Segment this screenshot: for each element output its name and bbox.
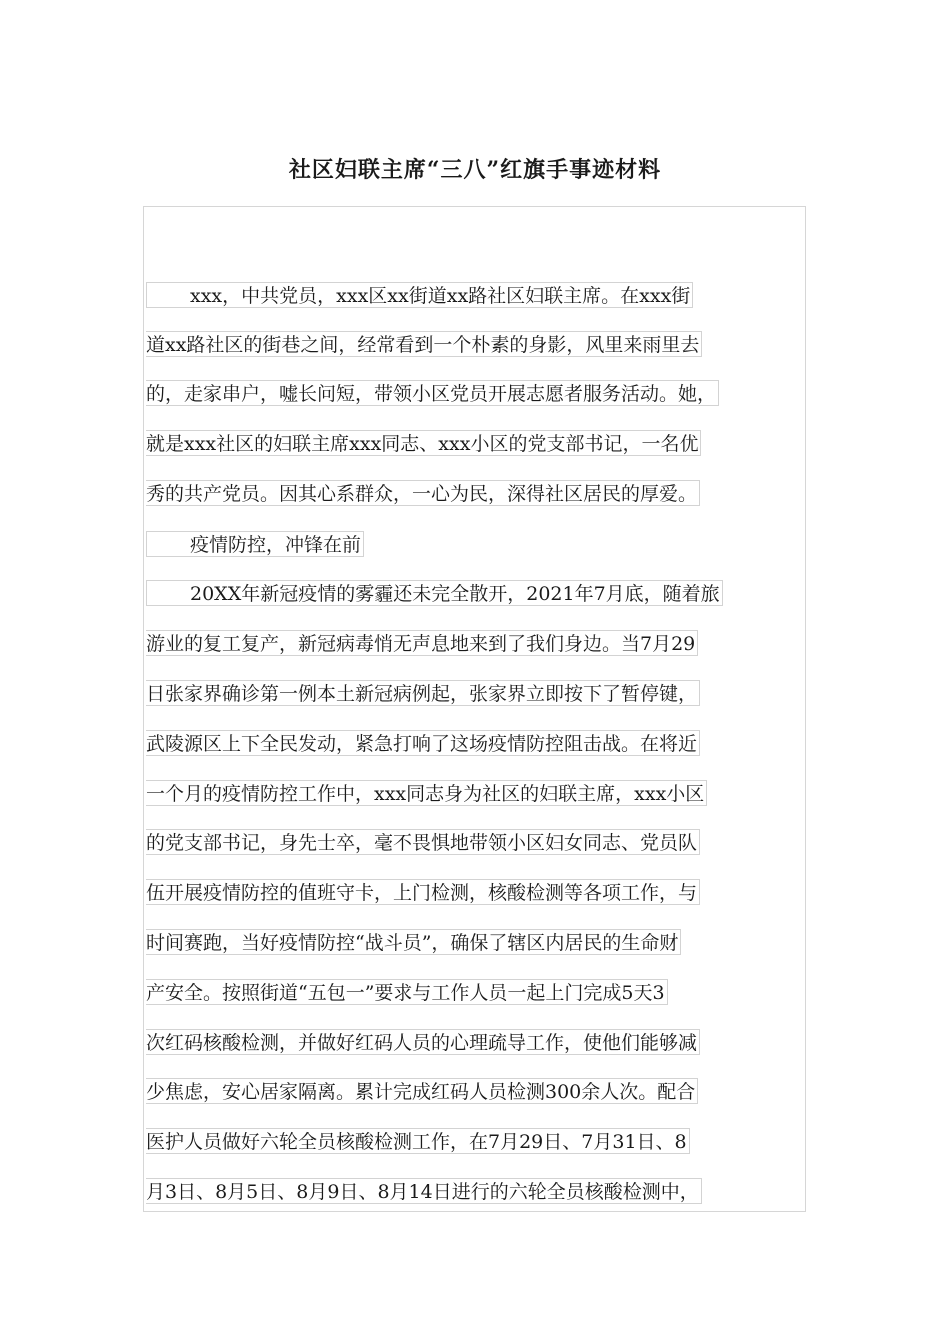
text-line: 游业的复工复产，新冠病毒悄无声息地来到了我们身边。当7月29: [146, 630, 698, 656]
text-line: 武陵源区上下全民发动，紧急打响了这场疫情防控阻击战。在将近: [146, 730, 700, 756]
document-title: 社区妇联主席“三八”红旗手事迹材料: [288, 157, 662, 183]
text-line: 少焦虑，安心居家隔离。累计完成红码人员检测300余人次。配合: [146, 1078, 698, 1104]
section-heading: 疫情防控，冲锋在前: [146, 531, 364, 557]
text-line: 医护人员做好六轮全员核酸检测工作，在7月29日、7月31日、8: [146, 1128, 690, 1154]
text-line: 就是xxx社区的妇联主席xxx同志、xxx小区的党支部书记，一名优: [146, 430, 701, 456]
text-line: 时间赛跑，当好疫情防控“战斗员”，确保了辖区内居民的生命财: [146, 929, 681, 955]
text-line: 次红码核酸检测，并做好红码人员的心理疏导工作，使他们能够减: [146, 1029, 700, 1055]
text-line: xxx，中共党员，xxx区xx街道xx路社区妇联主席。在xxx街: [146, 282, 693, 308]
text-line: 月3日、8月5日、8月9日、8月14日进行的六轮全员核酸检测中，: [146, 1178, 702, 1204]
text-line: 一个月的疫情防控工作中，xxx同志身为社区的妇联主席，xxx小区: [146, 780, 707, 806]
text-line: 20XX年新冠疫情的雾霾还未完全散开，2021年7月底，随着旅: [146, 580, 723, 606]
text-line: 伍开展疫情防控的值班守卡，上门检测，核酸检测等各项工作，与: [146, 879, 700, 905]
text-line: 秀的共产党员。因其心系群众，一心为民，深得社区居民的厚爱。: [146, 480, 700, 506]
text-line: 产安全。按照街道“五包一”要求与工作人员一起上门完成5天3: [146, 979, 668, 1005]
text-line: 日张家界确诊第一例本土新冠病例起，张家界立即按下了暂停键，: [146, 680, 700, 706]
text-line: 道xx路社区的街巷之间，经常看到一个朴素的身影，风里来雨里去: [146, 331, 702, 357]
text-line: 的党支部书记，身先士卒，毫不畏惧地带领小区妇女同志、党员队: [146, 829, 700, 855]
text-line: 的，走家串户，嘘长问短，带领小区党员开展志愿者服务活动。她，: [146, 380, 719, 406]
